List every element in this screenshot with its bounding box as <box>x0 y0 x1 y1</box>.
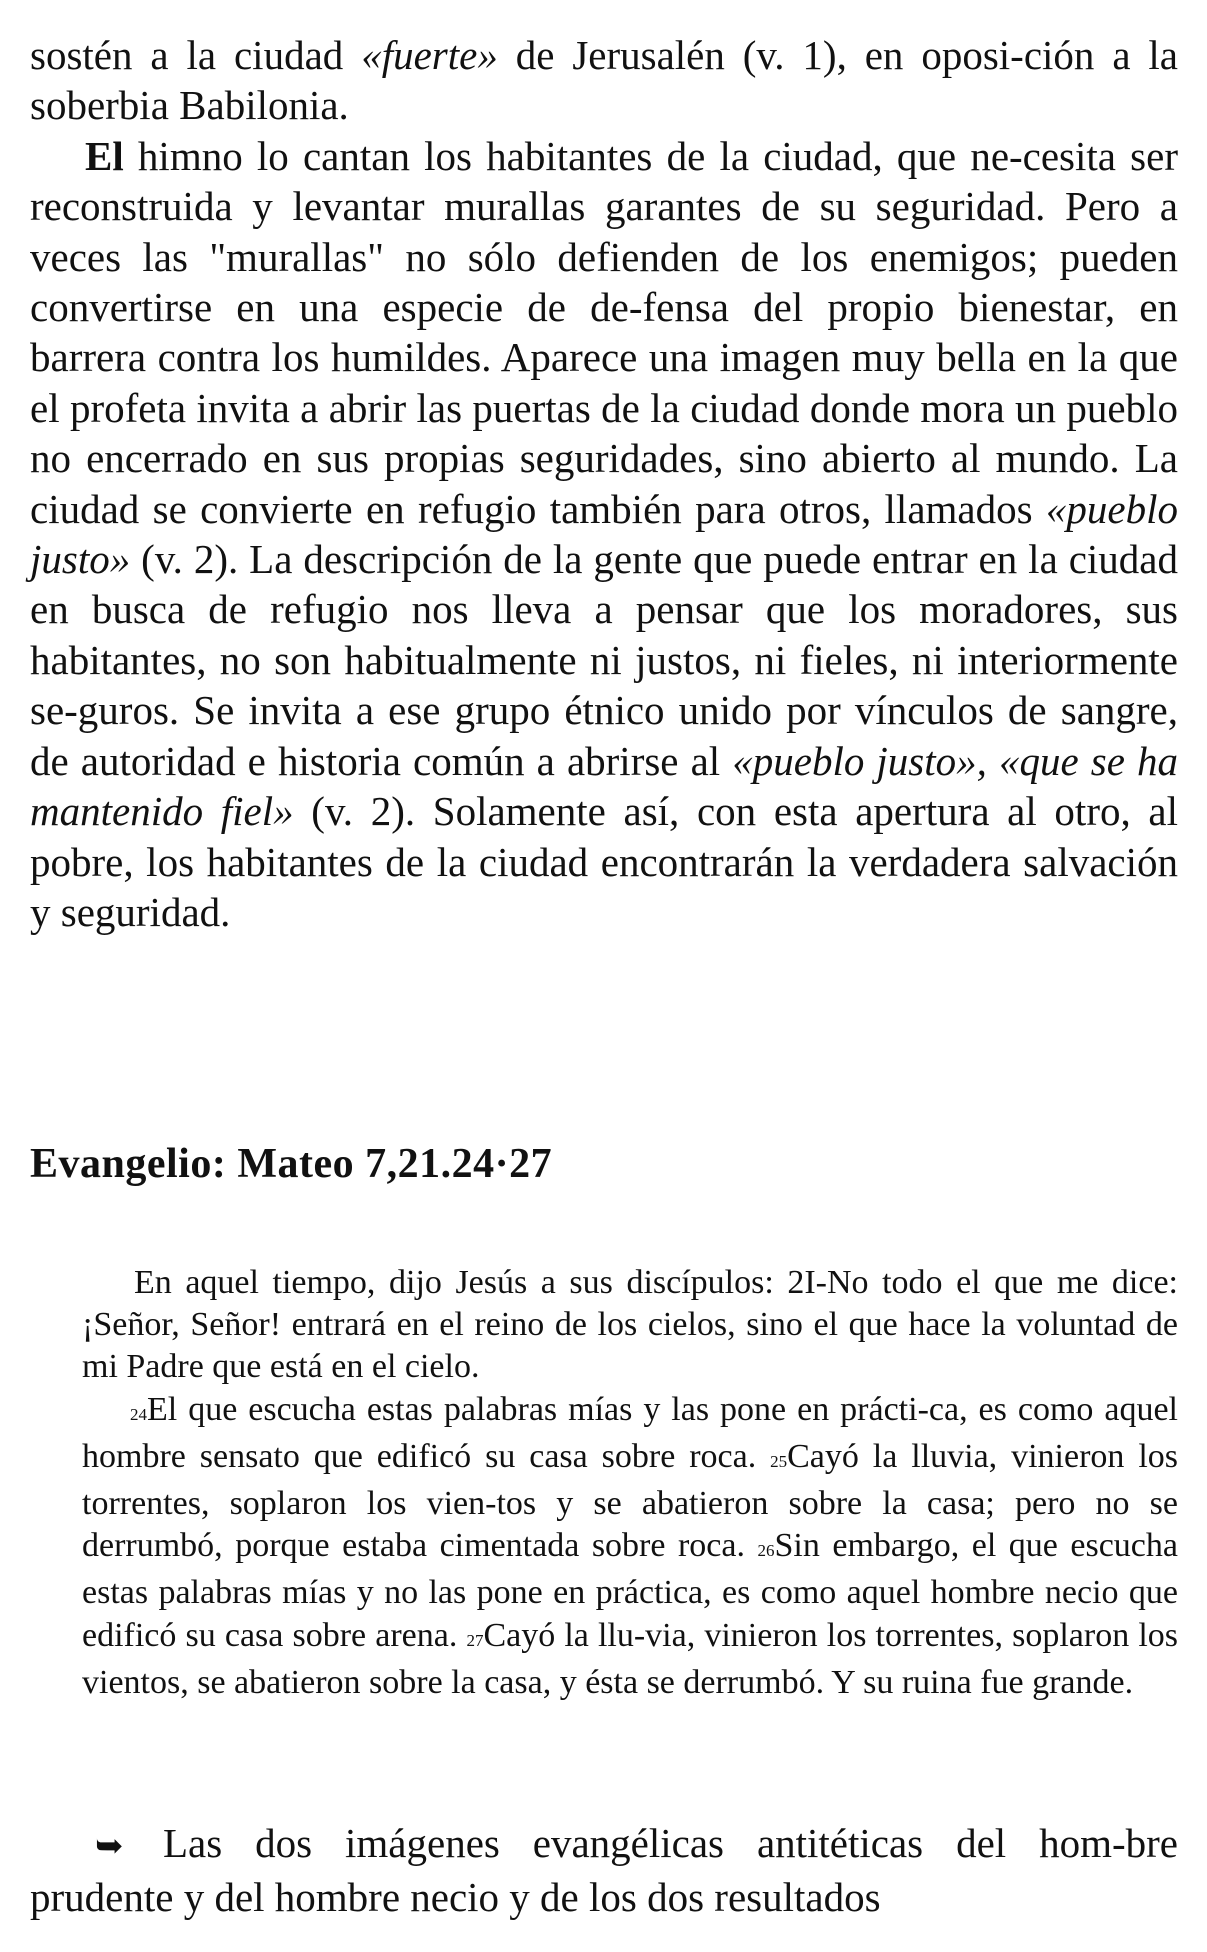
italic-quote: «pueblo justo» <box>30 485 1178 583</box>
gospel-verses: 24El que escucha estas palabras mías y las pone en prácti-ca, es como aquel hombre sensato que edificó su casa sobre roca. 25Cayó la lluvia, vinieron los torrentes, soplaron los vien-tos y se abatieron sobre la casa; pero no se derrumbó, porque estaba cimentada sobre roca. 26Sin embargo, el que escucha estas palabras mías y no las pone en práctica, es como aquel hombre necio que edificó su casa sobre arena. 27Cayó la llu-via, vinieron los torrentes, soplaron los vientos, se abatieron sobre la casa, y ésta se derrumbó. Y su ruina fue grande. <box>82 1390 1178 1701</box>
commentary-paragraph-2: El himno lo cantan los habitantes de la ciudad, que ne-cesita ser reconstruida y levantar murallas garantes de su seguridad. Pero a veces las "murallas" no sólo defienden de los enemigos; pueden convertirse en una especie de de-fensa del propio bienestar, en barrera contra los humildes. Aparece una imagen muy bella en la que el profeta invita a abrir las puertas de la ciudad donde mora un pueblo no encerrado en sus propias seguridades, sino abierto al mundo. La ciudad se convierte en refugio también para otros, llamados «pueblo justo» (v. 2). La descripción de la gente que puede entrar en la ciudad en busca de refugio nos lleva a pensar que los moradores, sus habitantes, no son habitualmente ni justos, ni fieles, ni interiormente se-guros. Se invita a ese grupo étnico unido por vínculos de sangre, de autoridad e historia común a abrirse al «pueblo justo», «que se ha mantenido fiel» (v. 2). Solamente así, con esta apertura al otro, al pobre, los habitantes de la ciudad encontrarán la verdadera salvación y seguridad. <box>30 132 1178 935</box>
verse-number: 26 <box>757 1541 775 1561</box>
commentary-paragraph-1: sostén a la ciudad «fuerte» de Jerusalén (v. 1), en oposi-ción a la soberbia Babilonia. <box>30 32 1179 129</box>
comment-paragraph: ➥ Las dos imágenes evangélicas antitéticas del hom-bre prudente y del hombre necio y de los dos resultados <box>30 1820 1178 1920</box>
commentary-text <box>30 30 1178 937</box>
italic-quote: «pueblo justo», «que se ha mantenido fiel» <box>30 737 1178 835</box>
gospel-intro: En aquel tiempo, dijo Jesús a sus discípulos: 2I-No todo el que me dice: ¡Señor, Señor! entrará en el reino de los cielos, sino el que hace la voluntad de mi Padre que está en el cielo. <box>82 1264 1178 1386</box>
verse-number: 25 <box>770 1451 788 1471</box>
italic-quote: «fuerte» <box>361 32 498 78</box>
verse-number: 27 <box>466 1630 484 1650</box>
gospel-text <box>82 1262 1178 1704</box>
arrow-icon: ➥ <box>95 1828 124 1865</box>
section-heading: Evangelio: Mateo 7,21.24·27 <box>30 1141 553 1187</box>
verse-number: 24 <box>130 1404 147 1424</box>
